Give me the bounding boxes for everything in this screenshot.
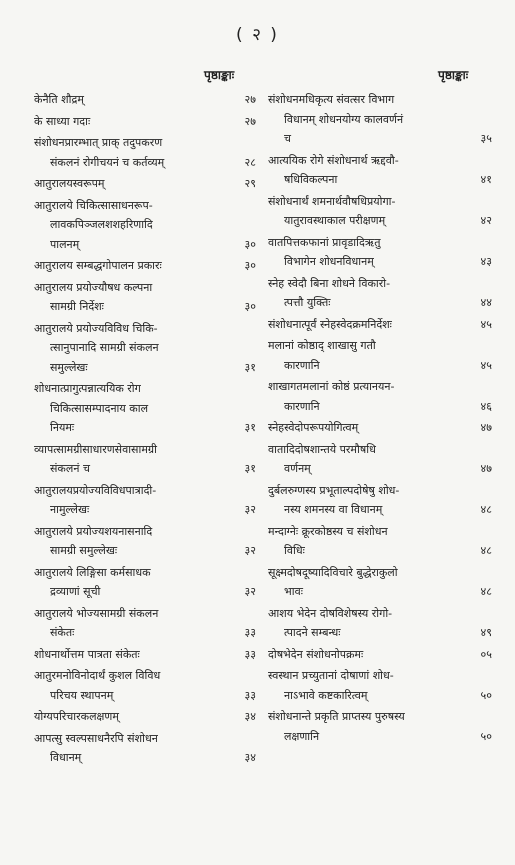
toc-entry-page: ३० [244,259,256,272]
toc-entry-title-line: लावकपिञ्जलशशहरिणादि [50,218,153,231]
toc-entry [34,133,256,172]
toc-entry [34,666,256,705]
toc-entry-title-line: वातपित्तकफानां प्रावृडादिऋतु [268,235,381,249]
toc-entry-title-line: आतुरालये चिकित्सासाधनरूप- [34,198,153,212]
toc-entry [268,707,492,746]
toc-entry [34,256,256,276]
toc-entry [268,418,492,438]
toc-entry-page: ४७ [480,462,492,475]
toc-entry-page: ४८ [480,544,492,557]
toc-entry-title-line: आतुरालयस्वरूपम् [34,177,105,190]
toc-entry [268,522,492,561]
toc-entry-title-line: स्वस्थान प्रच्युतानां दोषाणां शोध- [268,669,394,682]
toc-entry [268,336,492,375]
toc-entry-page: ३० [244,237,256,251]
toc-entry [268,481,492,520]
toc-entry-title-line: केनैति शौद्रम् [34,93,84,106]
toc-entry-title-line: संकेतः [50,626,75,639]
toc-entry-title-line: संशोधनार्थं शमनार्थवौषधिप्रयोगा- [268,194,396,208]
toc-entry [268,151,492,190]
toc-entry-page: ३१ [244,421,256,434]
toc-entry [268,377,492,416]
toc-entry-page: ३२ [244,503,256,516]
toc-entry-title-line: वातादिदोषशान्तये परमौषधि [268,442,376,456]
toc-entry-title-line: आशय भेदेन दोषविशेषस्य रोगो- [268,606,393,620]
toc-entry [268,666,492,705]
toc-entry-title-line: मन्दाग्नेः क्रूरकोष्ठस्य च संशोधन [268,524,388,538]
toc-entry-title-line: विधानम् शोधनयोग्य कालवर्णनं [284,112,404,126]
toc-entry [268,192,492,231]
toc-entry-page: ४५ [480,358,492,372]
toc-entry-page: ३३ [244,688,256,702]
toc-entry [34,604,256,643]
toc-entry [268,604,492,643]
toc-entry-title-line: मलानां कोष्ठाद् शाखासु गतौ [268,339,376,352]
toc-entry-title-line: व्यापत्सामग्रीसाधारणसेवासामग्री [34,442,157,456]
toc-entry-title-line: आतुरालयप्रयोज्यविविधपात्रादी- [34,483,157,497]
toc-entry-page: ४६ [480,399,492,413]
toc-entry-title-line: आतुरालय प्रयोज्यौषध कल्पना [34,280,153,294]
toc-entry-title-line: विभागेन शोधनविधानम् [284,255,374,268]
toc-entry-page: २७ [244,114,256,128]
toc-entry-page: ४१ [480,173,492,186]
toc-entry-page: ३१ [244,360,256,374]
toc-entry-page: ४४ [480,296,492,309]
toc-entry-page: ३१ [244,462,256,475]
toc-entry-page: ४५ [480,317,492,331]
toc-entry-title-line: त्पत्तौ युक्तिः [284,296,331,309]
toc-entry-page: ३३ [244,647,256,661]
toc-entry-page: ४७ [480,421,492,434]
toc-entry-title-line: संशोधनमधिकृत्य संवत्सर विभाग [268,93,395,106]
toc-entry-title-line: स्नेहस्वेदोपरूपयोगित्वम् [268,421,359,434]
toc-entry-page: ३५ [480,132,492,145]
toc-entry [34,196,256,255]
toc-entry-title-line: आतुरालये प्रयोज्यशयनासनादि [34,524,153,538]
toc-entry-page: ३४ [244,751,256,764]
toc-entry-title-line: आतुरालये प्रयोज्यविविध चिकि- [34,321,158,335]
toc-entry-title-line: संशोधनात्पूर्वं स्नेहस्वेदक्रमनिर्देशः [268,317,392,331]
toc-entry-title-line: विधानम् [50,751,82,764]
toc-entry [34,112,256,132]
toc-entry-page: २८ [244,155,256,169]
toc-entry [34,729,256,768]
toc-entry [34,90,256,110]
toc-entry-title-line: आतुरमनोविनोदार्थं कुशल विविध [34,669,161,682]
toc-entry-title-line: नस्य शमनस्य वा विधानम् [284,503,383,516]
toc-entry-title-line: नामुल्लेखः [50,503,90,516]
toc-entry-title-line: योग्यपरिचारकलक्षणम् [34,710,119,723]
toc-entry-title-line: संशोधनप्रारम्भात् प्राक् तदुपकरण [34,136,163,149]
toc-entry-title-line: सामग्री निर्देशः [50,300,104,313]
toc-entry-title-line: स्नेह स्वेदौ बिना शोधने विकारो- [268,276,391,290]
toc-entry-title-line: यातुरावस्थाकाल परीक्षणम् [284,214,386,227]
toc-entry-title-line: द्रव्याणां सूची [50,585,101,598]
toc-entry-page: ५० [480,729,492,743]
toc-entry-title-line: समुल्लेखः [50,360,88,374]
toc-entry-title-line: दोषभेदेन संशोधनोपक्रमः [268,647,364,661]
toc-entry-title-line: संशोधनान्ते प्रकृति प्राप्तस्य पुरुषस्य [268,710,405,723]
toc-entry-page: ३२ [244,544,256,557]
toc-entry-title-line: लक्षणानि [284,729,320,743]
toc-entry [34,707,256,727]
toc-entry-title-line: भावः [284,585,303,598]
toc-entry-title-line: आतुरालये भोज्यसामग्री संकलन [34,606,159,620]
toc-entry-page: ४९ [480,626,492,639]
toc-entry [34,278,256,317]
toc-entry-page: ४८ [480,585,492,598]
toc-entry-page: ५० [480,688,492,702]
toc-entry-title-line: चिकित्सासम्पादनाय काल [50,401,149,415]
toc-column-left [34,90,256,770]
page-column-heading-left: पृष्ठाङ्काः [204,68,235,82]
toc-entry [34,440,256,479]
toc-entry-page: २९ [244,177,256,190]
toc-entry [268,274,492,313]
toc-entry [34,379,256,438]
toc-entry-title-line: शाखागतमलानां कोष्ठं प्रत्यानयन- [268,380,395,393]
toc-entry-title-line: संकलनं रोगीचयनं च कर्तव्यम् [50,155,165,169]
toc-entry [34,481,256,520]
toc-entry-page: ३२ [244,585,256,598]
page-number: ( २ ) [236,25,279,45]
toc-entry-page: ४८ [480,503,492,516]
toc-entry-title-line: वर्णनम् [284,462,311,475]
toc-entry-title-line: परिचय स्थापनम् [50,688,114,702]
toc-entry [34,174,256,194]
toc-entry [268,90,492,149]
toc-entry-title-line: पालनम् [50,237,80,251]
toc-entry-title-line: आपत्सु स्वल्पसाधनैरपि संशोधन [34,731,158,745]
toc-entry-title-line: कारणानि [284,399,320,413]
toc-entry-title-line: आतुरालय सम्बद्धगोपालन प्रकारः [34,259,162,272]
toc-entry-title-line: त्सानुपानादि सामग्री संकलन [50,341,159,354]
page-column-heading-right: पृष्ठाङ्काः [438,68,469,82]
toc-entry-title-line: नाऽभावे कष्टकारित्वम् [284,688,368,702]
toc-entry-page: ४२ [480,214,492,227]
toc-entry [268,563,492,602]
toc-entry-title-line: शोधनार्थोत्तम पात्रता संकेतः [34,647,140,661]
toc-entry [268,440,492,479]
toc-entry-page: ३३ [244,626,256,639]
toc-entry-page: २७ [244,93,256,106]
toc-entry-title-line: के साध्या गदाः [34,114,91,128]
toc-entry-title-line: आत्ययिक रोगे संशोधनार्थ ऋद्दवौ- [268,153,399,167]
toc-entry-title-line: दुर्बलरुग्णस्य प्रभूताल्पदोषेषु शोध- [268,483,400,497]
toc-entry-page: ०५ [480,647,492,661]
toc-entry [268,233,492,272]
toc-entry [34,645,256,665]
toc-entry-page: ३४ [244,710,256,723]
toc-entry [268,315,492,335]
toc-entry [34,319,256,378]
toc-entry [34,522,256,561]
toc-entry-title-line: त्पादने सम्बन्धः [284,626,341,639]
toc-entry-title-line: सूक्ष्मदोषदूष्यादिविचारे बुद्धेराकुलो [268,565,398,579]
toc-entry-page: ४३ [480,255,492,268]
toc-entry-title-line: कारणानि [284,358,320,372]
toc-entry-title-line: शोधनात्प्रागुत्पन्नात्ययिक रोग [34,382,141,395]
toc-entry-page: ३० [244,300,256,313]
toc-entry-title-line: नियमः [50,421,75,434]
toc-entry [268,645,492,665]
toc-entry-title-line: विधिः [284,544,305,557]
toc-entry-title-line: आतुरालये लिङ्गिसा कर्मसाधक [34,565,151,579]
toc-entry-title-line: च [284,132,291,145]
toc-entry [34,563,256,602]
toc-entry-title-line: षधिविकल्पना [284,173,338,186]
toc-entry-title-line: सामग्री समुल्लेखः [50,544,118,557]
toc-entry-title-line: संकलनं च [50,462,90,475]
toc-column-right [268,90,492,748]
